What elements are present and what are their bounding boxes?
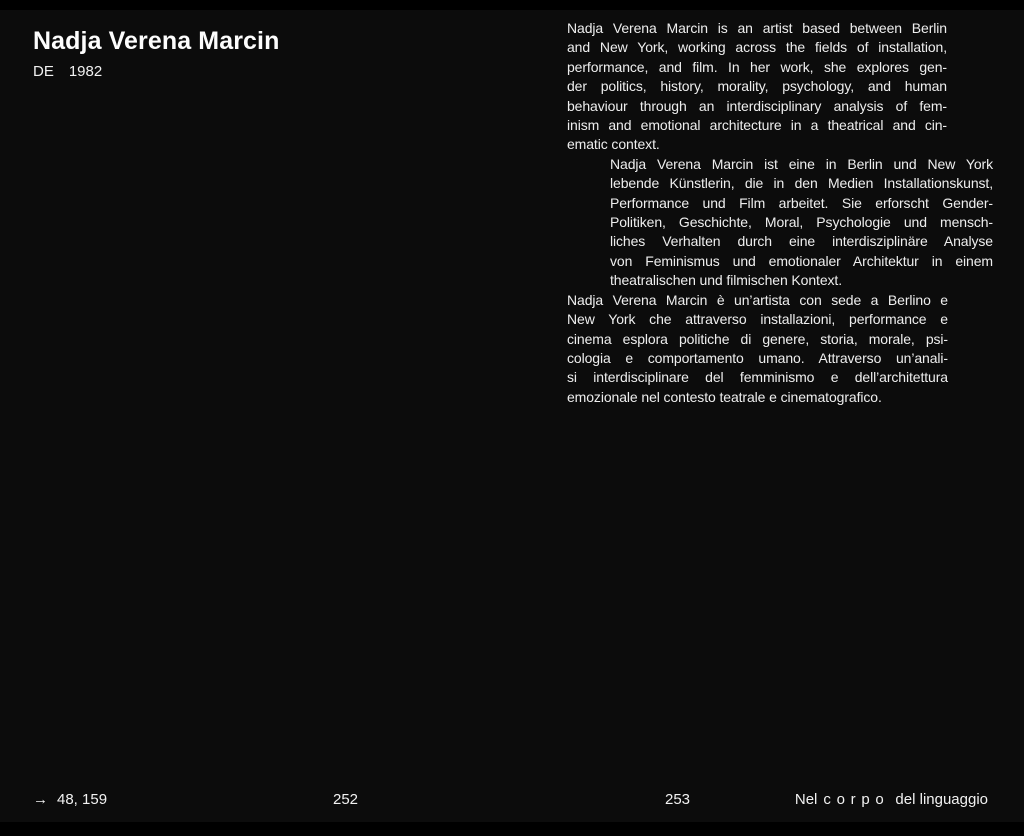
bio-line: si interdisciplinare del femminismo e dell’architettura [567, 369, 948, 386]
bio-line: behaviour through an interdisciplinary analysis of fem- [567, 97, 947, 114]
bio-line: cologia e comportamento umano. Attraverso un’anali- [567, 349, 948, 366]
reference-pages: 48, 159 [57, 791, 108, 808]
bio-paragraph-de [610, 155, 993, 291]
bio-line: der politics, history, morality, psychology, and human [567, 78, 947, 95]
book-title-spaced-word: corpo [823, 791, 890, 808]
artist-bio [567, 19, 993, 407]
bio-line: Politiken, Geschichte, Moral, Psychologie und mensch- [610, 214, 993, 231]
book-title-suffix: del linguaggio [895, 791, 988, 808]
book-title [795, 791, 988, 809]
artist-meta [33, 63, 102, 81]
bio-line: Nadja Verena Marcin ist eine in Berlin und New York [610, 155, 993, 172]
book-title-prefix: Nel [794, 791, 818, 808]
cross-reference [33, 791, 107, 809]
bio-line: liches Verhalten durch eine interdisziplinäre Analyse [610, 233, 993, 250]
bio-line: and New York, working across the fields of installation, [567, 39, 947, 56]
bio-line: theatralischen und filmischen Kontext. [610, 272, 842, 289]
top-bleed [0, 0, 1024, 10]
footer [0, 791, 1024, 809]
bio-line: lebende Künstlerin, die in den Medien Installationskunst, [610, 175, 993, 192]
artist-birth-year: 1982 [68, 63, 103, 80]
bio-line: von Feminismus und emotionaler Architektur in einem [610, 252, 993, 269]
arrow-right-icon: → [33, 791, 48, 808]
artist-country-code: DE [33, 63, 54, 80]
bio-paragraph-it [567, 291, 948, 407]
page-number-right: 253 [665, 791, 691, 808]
bio-line: cinema esplora politiche di genere, storia, morale, psi- [567, 330, 948, 347]
bio-line: Nadja Verena Marcin is an artist based between Berlin [567, 20, 947, 36]
artist-name: Nadja Verena Marcin [33, 27, 280, 55]
bio-line: New York che attraverso installazioni, performance e [567, 311, 948, 328]
bio-line: Performance und Film arbeitet. Sie erforscht Gender- [610, 194, 993, 211]
page-number-left: 252 [333, 791, 359, 808]
bio-line: ematic context. [567, 136, 660, 153]
bio-line: emozionale nel contesto teatrale e cinematografico. [567, 388, 882, 405]
bio-line: performance, and film. In her work, she explores gen- [567, 58, 947, 75]
bio-line: inism and emotional architecture in a theatrical and cin- [567, 117, 947, 134]
bottom-bleed [0, 822, 1024, 836]
bio-line: Nadja Verena Marcin è un’artista con sede a Berlino e [567, 291, 948, 308]
bio-paragraph-en [567, 19, 947, 155]
